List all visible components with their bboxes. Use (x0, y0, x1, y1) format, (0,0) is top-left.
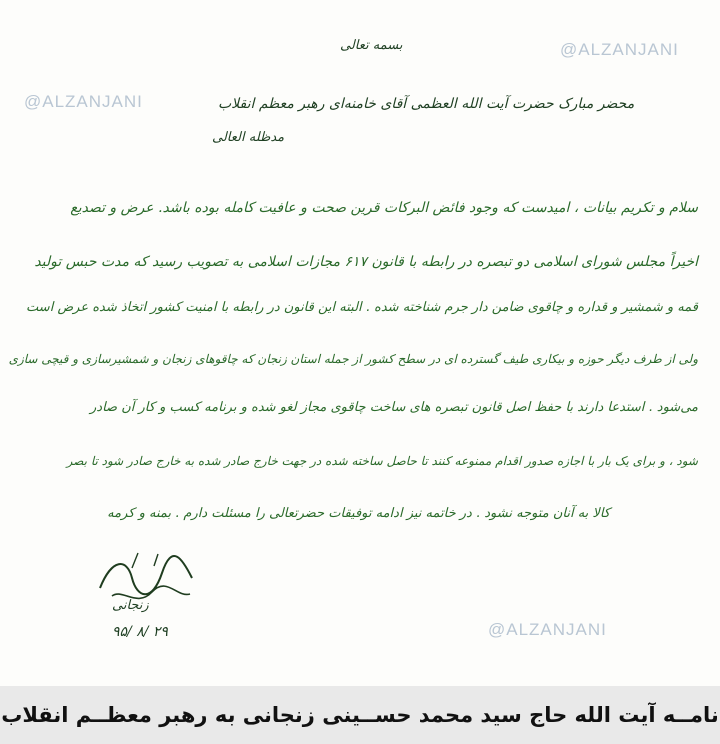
letter-heading: بسمه تعالی (340, 38, 403, 53)
letter-body-line-7: کالا به آنان متوجه نشود . در خاتمه نیز ادامه توفیقات حضرتعالی را مسئلت دارم . بمنه و کرمه (107, 506, 610, 521)
caption-bar (0, 686, 720, 744)
letter-addressee: محضر مبارک حضرت آیت الله العظمی آقای خامنه‌ای رهبر معظم انقلاب (218, 96, 635, 112)
letter-body-line-4: ولی از طرف دیگر حوزه و بیکاری طیف گسترده ای در سطح کشور از جمله استان زنجان که چاقوهای زنجان و شمشیرسازی و قیچی سازی (8, 352, 698, 366)
signature-place: زنجانی (112, 598, 149, 613)
letter-body-line-1: سلام و تکریم بیانات ، امیدست که وجود فائض البرکات قرین صحت و عافیت کامله بوده باشد. عرض و تصدیع (70, 200, 698, 216)
letter-body-line-6: شود ، و برای یک بار با اجازه صدور اقدام ممنوعه کنند تا حاصل ساخته شده در جهت خارج صادر شده به خارج صادر شود تا بصر (66, 454, 698, 468)
letter-body-line-2: اخیراً مجلس شورای اسلامی دو تبصره در رابطه با قانون ۶۱۷ مجازات اسلامی به تصویب رسید که مدت حبس تولید (34, 254, 698, 270)
letter-body-line-3: قمه و شمشیر و قداره و چاقوی ضامن دار جرم شناخته شده . البته این قانون در رابطه با امنیت کشور اتخاذ شده عرض است (26, 300, 698, 315)
watermark: @ALZANJANI (488, 620, 607, 639)
watermark: @ALZANJANI (24, 92, 143, 111)
letter-addressee-suffix: مدظله العالی (212, 130, 285, 145)
letter-date: ۹۵/ ۸/ ۲۹ (112, 624, 168, 640)
watermark: @ALZANJANI (560, 40, 679, 59)
letter-body-line-5: می‌شود . استدعا دارند با حفظ اصل قانون تبصره های ساخت چاقوی مجاز لغو شده و برنامه کسب و کار آن صادر (90, 400, 698, 415)
caption-title: نامــه آیت الله حاج سید محمد حســینی زنجانی به رهبر معظــم انقلاب (1, 703, 719, 727)
